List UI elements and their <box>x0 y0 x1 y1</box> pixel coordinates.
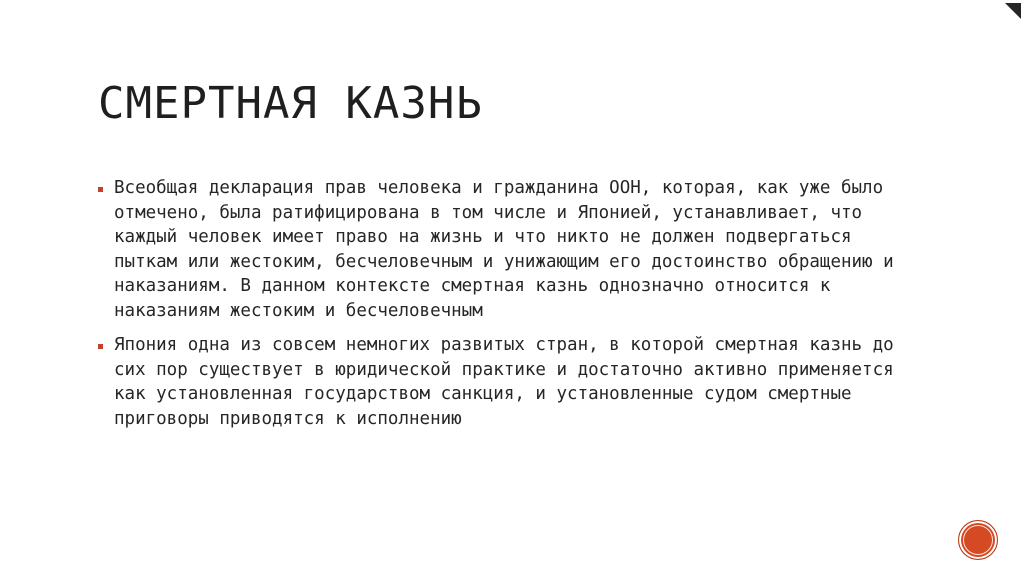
bullet-list <box>98 176 918 441</box>
bullet-square-icon <box>98 187 114 192</box>
list-item <box>98 333 918 431</box>
nav-circle-icon[interactable] <box>958 520 998 560</box>
bullet-text: Всеобщая декларация прав человека и гражданина ООН, которая, как уже было отмечено, была ратифицирована в том числе и Японией, устанавливает, что каждый человек имеет право на жизнь и что никто не должен подвергаться пыткам или жестоким, бесчеловечным и унижающим его достоинство обращению и наказаниям. В данном контексте смертная казнь однозначно относится к наказаниям жестоким и бесчеловечным <box>114 178 894 321</box>
list-item <box>98 176 918 323</box>
bullet-square-icon <box>98 344 114 349</box>
slide-title: СМЕРТНАЯ КАЗНЬ <box>98 78 483 129</box>
nav-circle-inner <box>963 525 993 555</box>
bullet-text: Япония одна из совсем немногих развитых стран, в которой смертная казнь до сих пор существует в юридической практике и достаточно активно применяется как установленная государством санкция, и установленные судом смертные приговоры приводятся к исполнению <box>114 335 894 429</box>
